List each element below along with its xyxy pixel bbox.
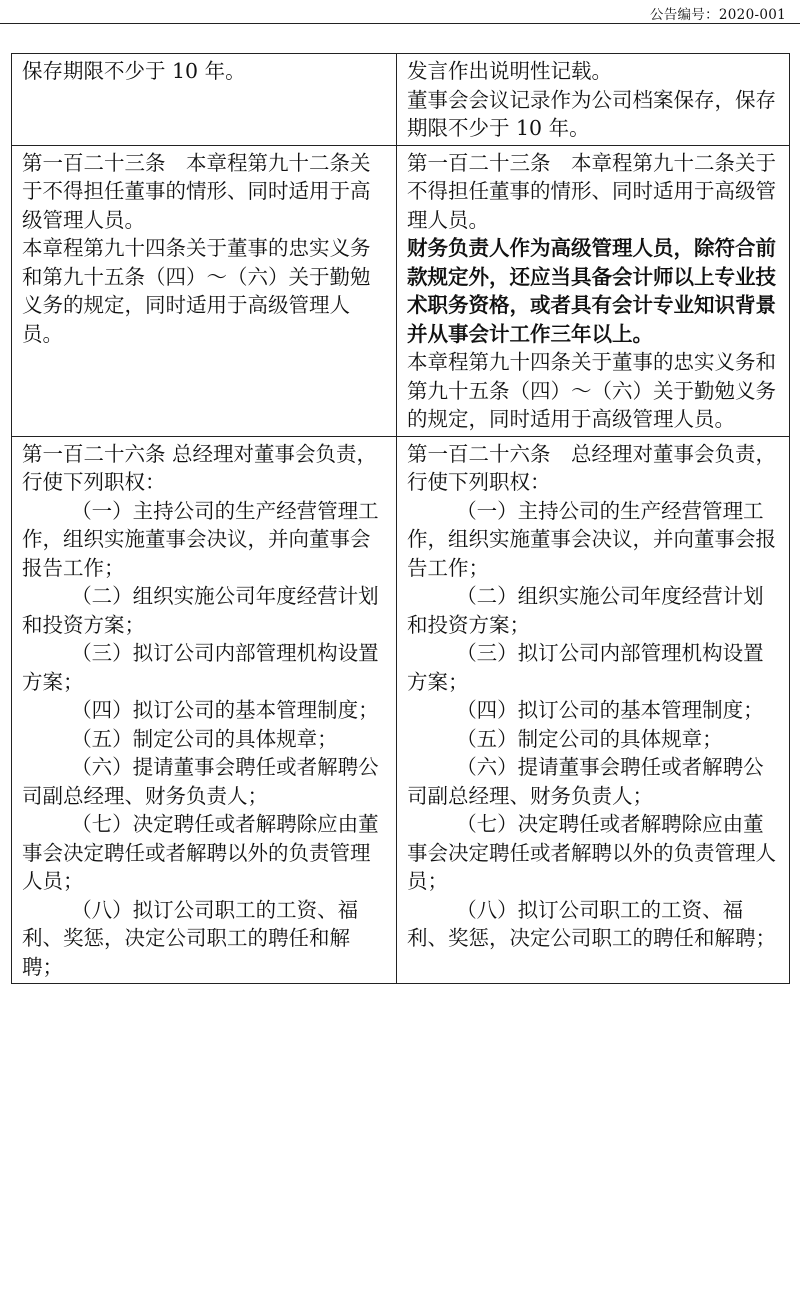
duty-item: （三）拟订公司内部管理机构设置方案； — [407, 641, 764, 694]
clause-heading: 第一百二十六条 总经理对董事会负责，行使下列职权： — [407, 441, 776, 494]
clause-heading: 第一百二十六条 总经理对董事会负责，行使下列职权： — [22, 441, 378, 494]
page-header — [0, 0, 800, 24]
duty-item: （八）拟订公司职工的工资、福利、奖惩，决定公司职工的聘任和解聘； — [22, 897, 359, 979]
table-row — [12, 436, 790, 984]
comparison-table — [11, 53, 790, 984]
duty-item: （六）提请董事会聘任或者解聘公司副总经理、财务负责人； — [22, 755, 379, 808]
clause-paragraph: 第一百二十三条 本章程第九十二条关于不得担任董事的情形、同时适用于高级管理人员。 — [22, 150, 371, 232]
clause-paragraph: 第一百二十三条 本章程第九十二条关于不得担任董事的情形、同时适用于高级管理人员。 — [407, 150, 776, 232]
duty-item: （七）决定聘任或者解聘除应由董事会决定聘任或者解聘以外的负责管理人员； — [407, 812, 776, 893]
clause-paragraph: 本章程第九十四条关于董事的忠实义务和第九十五条（四）～（六）关于勤勉义务的规定，同时适用于高级管理人员。 — [22, 236, 371, 346]
clause-paragraph: 本章程第九十四条关于董事的忠实义务和第九十五条（四）～（六）关于勤勉义务的规定，同时适用于高级管理人员。 — [407, 350, 776, 431]
duty-item: （五）制定公司的具体规章； — [71, 726, 338, 751]
duty-item: （一）主持公司的生产经营管理工作，组织实施董事会决议，并向董事会报告工作； — [22, 498, 379, 580]
added-clause-paragraph: 财务负责人作为高级管理人员，除符合前款规定外，还应当具备会计师以上专业技术职务资格，或者具有会计专业知识背景并从事会计工作三年以上。 — [407, 236, 776, 346]
table-row — [12, 54, 790, 146]
revised-clause-cell — [397, 145, 790, 436]
duty-item: （二）组织实施公司年度经营计划和投资方案； — [22, 584, 379, 637]
duty-item: （一）主持公司的生产经营管理工作，组织实施董事会决议，并向董事会报告工作； — [407, 498, 776, 580]
revised-clause-cell — [397, 54, 790, 146]
duty-item: （二）组织实施公司年度经营计划和投资方案； — [407, 584, 764, 637]
duty-item: （四）拟订公司的基本管理制度； — [456, 698, 764, 722]
clause-paragraph: 董事会会议记录作为公司档案保存，保存期限不少于 10 年。 — [407, 87, 776, 140]
duty-item: （八）拟订公司职工的工资、福利、奖惩，决定公司职工的聘任和解聘； — [407, 897, 776, 950]
announcement-number: 公告编号：2020-001 — [649, 7, 786, 23]
revised-clause-cell — [397, 436, 790, 984]
duty-item: （六）提请董事会聘任或者解聘公司副总经理、财务负责人； — [407, 755, 764, 808]
duty-item: （七）决定聘任或者解聘除应由董事会决定聘任或者解聘以外的负责管理人员； — [22, 812, 379, 893]
original-clause-cell — [12, 145, 397, 436]
clause-paragraph: 保存期限不少于 10 年。 — [22, 59, 246, 83]
clause-paragraph: 发言作出说明性记载。 — [407, 59, 612, 83]
duty-item: （五）制定公司的具体规章； — [456, 726, 723, 751]
table-row — [12, 145, 790, 436]
original-clause-cell — [12, 54, 397, 146]
original-clause-cell — [12, 436, 397, 984]
duty-item: （四）拟订公司的基本管理制度； — [71, 698, 379, 722]
duty-item: （三）拟订公司内部管理机构设置方案； — [22, 641, 379, 694]
